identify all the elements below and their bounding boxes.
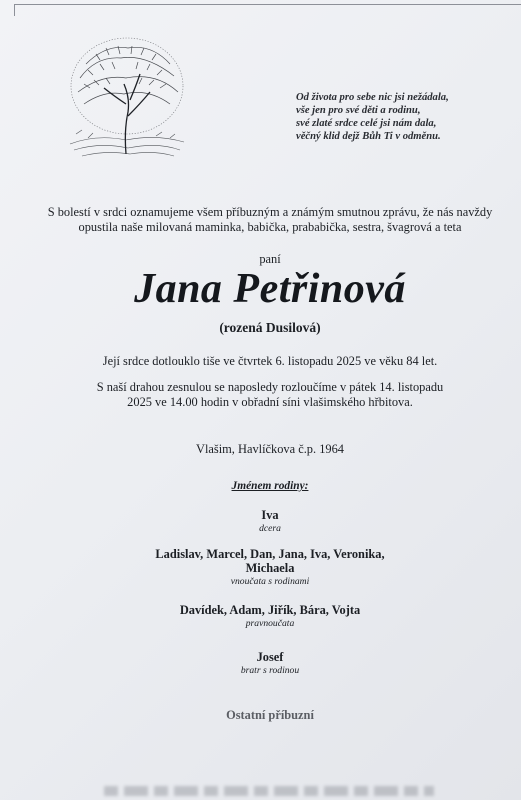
announcement-line: opustila naše milovaná maminka, babička, prababička, sestra, švagrová a teta — [78, 220, 462, 234]
death-notice: Její srdce dotlouklo tiše ve čtvrtek 6. listopadu 2025 ve věku 84 let. — [102, 354, 438, 368]
maiden-name: (rozená Dusilová) — [219, 320, 321, 335]
family-member-relation: dcera — [259, 523, 281, 534]
family-member-names: Davídek, Adam, Jiřík, Bára, Vojta — [179, 603, 361, 617]
announcement — [20, 205, 520, 235]
family-member-group — [20, 650, 520, 677]
top-border-line — [14, 4, 521, 5]
family-member-relation: pravnoučata — [245, 618, 295, 629]
poem-line: vše jen pro své děti a rodinu, — [296, 105, 421, 116]
address: Vlašim, Havlíčkova č.p. 1964 — [196, 442, 344, 456]
family-member-relation: vnoučata s rodinami — [230, 576, 310, 587]
family-member-names: Iva — [261, 508, 279, 522]
blurred-footer-text — [104, 786, 434, 796]
left-border-line — [14, 4, 15, 16]
other-relatives: Ostatní příbuzní — [226, 708, 314, 722]
farewell-notice — [20, 380, 520, 410]
poem-line: věčný klid dejž Bůh Ti v odměnu. — [296, 131, 441, 142]
family-member-names: Ladislav, Marcel, Dan, Jana, Iva, Veronika, — [155, 547, 385, 561]
family-heading-text: Jménem rodiny: — [231, 480, 309, 492]
family-member-group — [20, 547, 520, 588]
family-member-relation: bratr s rodinou — [240, 665, 300, 676]
family-heading — [20, 480, 520, 492]
deceased-name: Jana Petřinová — [134, 266, 406, 312]
poem-line: Od života pro sebe nic jsi nežádala, — [296, 92, 449, 103]
family-member-group — [20, 603, 520, 630]
poem — [296, 91, 496, 143]
tree-icon — [66, 34, 188, 164]
announcement-line: S bolestí v srdci oznamujeme všem příbuzným a známým smutnou zprávu, že nás navždy — [47, 205, 493, 219]
poem-line: své zlaté srdce celé jsi nám dala, — [296, 118, 437, 129]
farewell-line: S naší drahou zesnulou se naposledy rozloučíme v pátek 14. listopadu — [96, 380, 444, 394]
family-member-names: Michaela — [245, 561, 295, 575]
family-member-names: Josef — [256, 650, 284, 664]
family-member-group — [20, 508, 520, 535]
farewell-line: 2025 ve 14.00 hodin v obřadní síni vlašimského hřbitova. — [127, 395, 413, 409]
title-word: paní — [259, 252, 281, 266]
